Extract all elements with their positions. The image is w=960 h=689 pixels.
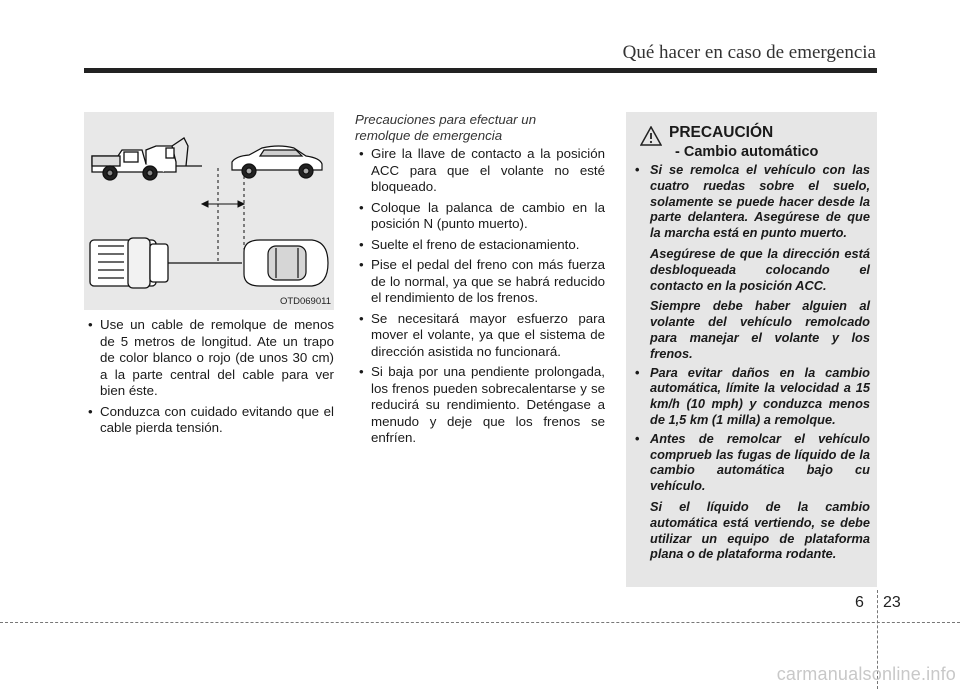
caution-paragraph: • Antes de remolcar el vehículo comprueb las fugas de líquido de la cambio automática bajo cu vehículo. [650, 430, 870, 494]
page-header-title: Qué hacer en caso de emergencia [622, 42, 876, 63]
distance-marker [202, 168, 244, 262]
middle-bullet-list [355, 146, 605, 447]
footer-divider [0, 622, 960, 623]
caution-item [634, 365, 870, 428]
towed-car-top [244, 240, 328, 286]
list-item: • Suelte el freno de estacionamiento. [355, 237, 605, 254]
caution-list [634, 162, 870, 565]
page-number: 23 [883, 594, 901, 611]
caution-paragraph: • Si se remolca el vehículo con las cuatro ruedas sobre el suelo, solamente se puede hacer desde la parte delantera. Asegúrese de que la marcha está en punto muerto. [650, 162, 870, 241]
caution-paragraph: Siempre debe haber alguien al volante del vehículo remolcado para manejar el volante y los frenos. [650, 298, 870, 361]
caution-subtitle: - Cambio automático [675, 144, 819, 160]
tow-truck-side [92, 138, 202, 180]
towing-illustration [84, 112, 334, 310]
list-item: • Coloque la palanca de cambio en la posición N (punto muerto). [355, 200, 605, 233]
watermark: carmanualsonline.info [776, 664, 956, 684]
list-item: • Pise el pedal del freno con más fuerza de lo normal, ya que se habrá reducido el rendimiento de los frenos. [355, 257, 605, 307]
towing-diagram [84, 112, 334, 310]
chapter-number: 6 [855, 594, 864, 611]
caution-item [634, 431, 870, 562]
towed-car-side [232, 146, 322, 178]
warning-triangle-icon [640, 126, 662, 146]
list-item: • Si baja por una pendiente prolongada, los frenos pueden sobrecalentarse y se reducirá su rendimiento. Deténgase a menudo y deje que los frenos se enfríen. [355, 364, 605, 447]
tow-truck-top [90, 238, 242, 288]
list-item: • Use un cable de remolque de menos de 5 metros de longitud. Ate un trapo de color blanco o rojo (de unos 30 cm) a la parte central del cable para ver bien éste. [84, 317, 334, 400]
list-item: • Gire la llave de contacto a la posición ACC para que el volante no esté bloqueado. [355, 146, 605, 196]
list-item: • Conduzca con cuidado evitando que el cable pierda tensión. [84, 404, 334, 437]
caution-title: PRECAUCIÓN [669, 124, 774, 141]
caution-paragraph: • Para evitar daños en la cambio automática, límite la velocidad a 15 km/h (10 mph) y conduzca menos de 1,5 km (1 milla) a remolque. [650, 364, 870, 427]
caution-paragraph: Si el líquido de la cambio automática está vertiendo, se debe utilizar un equipo de plataforma plana o de plataforma rodante. [650, 498, 870, 562]
middle-column [355, 112, 605, 451]
figure-code: OTD069011 [279, 296, 331, 307]
left-bullet-list [84, 317, 334, 437]
caution-paragraph: Asegúrese de que la dirección está desbloqueada colocando el contacto en la posición ACC. [650, 245, 870, 293]
caution-item [634, 162, 870, 362]
left-column [84, 317, 334, 441]
section-heading: Precauciones para efectuar un remolque de emergencia [355, 112, 537, 143]
caution-box [626, 112, 877, 587]
list-item: • Se necesitará mayor esfuerzo para mover el volante, ya que el sistema de dirección asistida no funcionará. [355, 311, 605, 361]
header-rule [84, 68, 877, 73]
